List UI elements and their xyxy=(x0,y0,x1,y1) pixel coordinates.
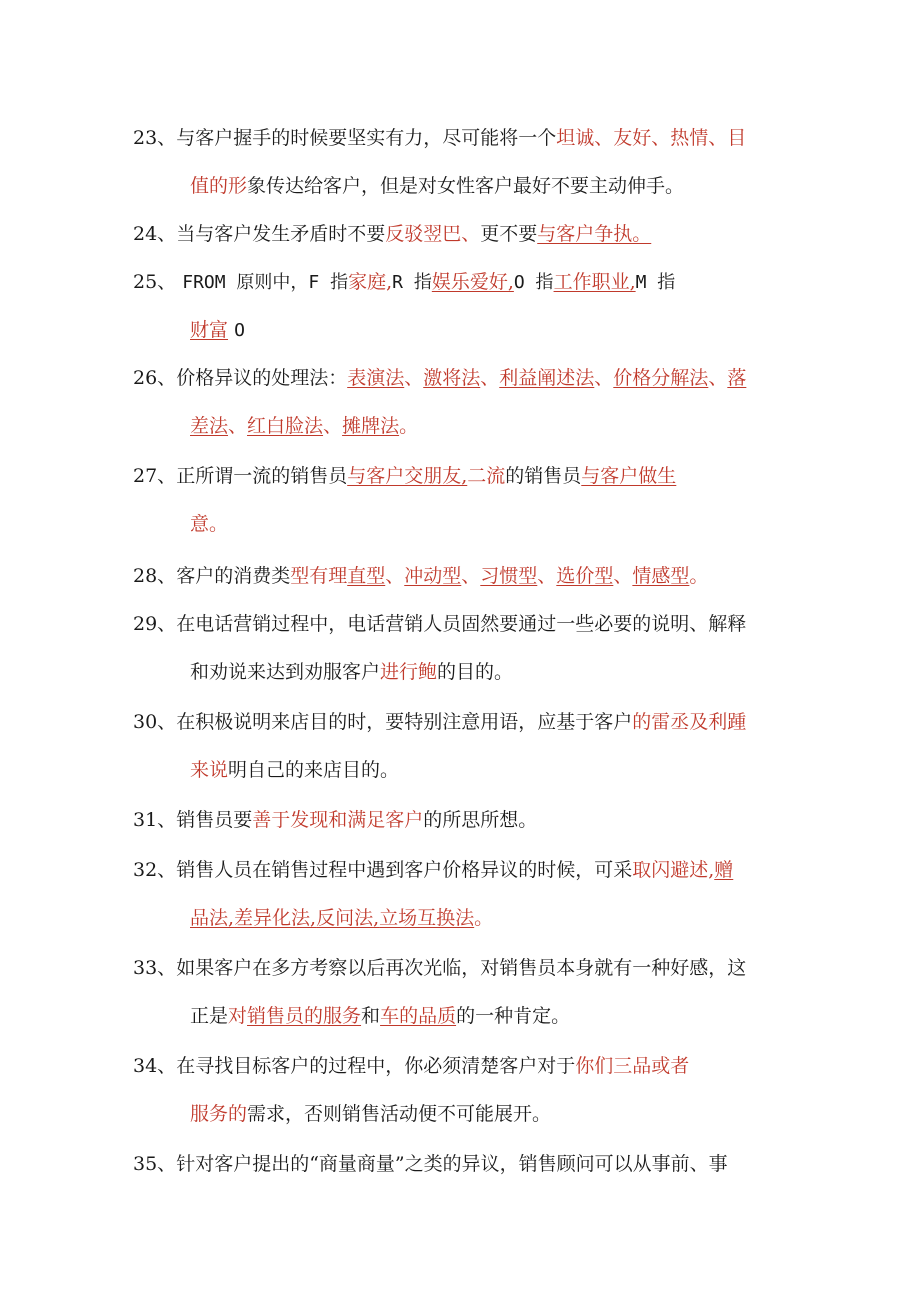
answer-text: 型有理 xyxy=(290,565,348,587)
item-30-line-2 xyxy=(190,756,399,784)
answer-text: 取闪避述, xyxy=(632,859,715,881)
answer-text: 立场互换法 xyxy=(379,907,475,929)
item-29-line-2 xyxy=(190,658,513,686)
item-24-line-1 xyxy=(133,220,651,248)
item-34-line-2 xyxy=(190,1100,551,1128)
answer-text: 善于发现和满足客户 xyxy=(252,809,424,831)
answer-text: 坦诚、友好、热情、目 xyxy=(556,127,747,149)
item-23-line-2 xyxy=(190,172,684,200)
answer-text: 红白脸法 xyxy=(247,415,324,437)
answer-text: 二流 xyxy=(467,465,506,487)
item-number: 32、 xyxy=(133,859,177,881)
item-number: 29、 xyxy=(133,613,177,635)
item-number: 23、 xyxy=(133,127,177,149)
item-32-line-2 xyxy=(190,904,493,932)
text: 与客户握手的时候要坚实有力，尽可能将一个 xyxy=(176,127,557,149)
separator: 、 xyxy=(594,367,614,389)
item-26-line-2 xyxy=(190,412,418,440)
item-number: 25、 xyxy=(133,271,177,293)
text: 在电话营销过程中，电话营销人员固然要通过一些必要的说明、解释 xyxy=(176,613,747,635)
answer-text: 娱乐爱好, xyxy=(431,271,514,293)
answer-text: 品法, xyxy=(190,907,235,929)
answer-text: 情感型 xyxy=(632,565,690,587)
text: 针对客户提出的“商量商量”之类的异议，销售顾问可以从事前、事 xyxy=(176,1153,728,1175)
answer-text: 与客户争执。 xyxy=(537,223,652,245)
text: 客户的消费类 xyxy=(176,565,291,587)
answer-text: 落 xyxy=(727,367,747,389)
separator: 。 xyxy=(399,415,419,437)
text: M 指 xyxy=(635,272,676,293)
item-31-line-1 xyxy=(133,806,537,834)
answer-text: 你们三品或者 xyxy=(575,1055,690,1077)
answer-text: 价格分解法 xyxy=(613,367,709,389)
item-number: 28、 xyxy=(133,565,177,587)
text: R 指 xyxy=(392,272,432,293)
item-number: 35、 xyxy=(133,1153,177,1175)
answer-text: 对 xyxy=(228,1005,248,1027)
item-23-line-1 xyxy=(133,124,746,152)
separator: 、 xyxy=(537,565,557,587)
item-25-line-2 xyxy=(190,316,245,345)
text: 的销售员 xyxy=(505,465,582,487)
answer-text: 与客户做生 xyxy=(581,465,677,487)
item-number: 27、 xyxy=(133,465,177,487)
separator: 、 xyxy=(461,565,481,587)
text: 正是 xyxy=(190,1005,229,1027)
item-number: 26、 xyxy=(133,367,177,389)
item-29-line-1 xyxy=(133,610,746,638)
answer-text: 财富 xyxy=(190,319,229,341)
text: 正所谓一流的销售员 xyxy=(176,465,348,487)
item-30-line-1 xyxy=(133,708,746,736)
separator: 、 xyxy=(323,415,343,437)
answer-text: 来说 xyxy=(190,759,229,781)
answer-text: 激将法 xyxy=(423,367,481,389)
item-34-line-1 xyxy=(133,1052,689,1080)
text: 更不要 xyxy=(480,223,538,245)
item-27-line-2 xyxy=(190,510,228,538)
text: 销售员要 xyxy=(176,809,253,831)
answer-text: 反问法, xyxy=(316,907,380,929)
item-number: 31、 xyxy=(133,809,177,831)
item-number: 24、 xyxy=(133,223,177,245)
separator: 、 xyxy=(708,367,728,389)
text: 在寻找目标客户的过程中，你必须清楚客户对于 xyxy=(176,1055,576,1077)
text: FROM 原则中，F 指 xyxy=(182,272,349,293)
answer-text: 家庭, xyxy=(348,271,393,293)
text: 销售人员在销售过程中遇到客户价格异议的时候，可采 xyxy=(176,859,633,881)
text: O 指 xyxy=(513,272,554,293)
text: 在积极说明来店目的时，要特别注意用语，应基于客户 xyxy=(176,711,633,733)
text: 和 xyxy=(361,1005,381,1027)
answer-text: 直型 xyxy=(347,565,386,587)
text: 象传达给客户，但是对女性客户最好不要主动伸手。 xyxy=(247,175,685,197)
answer-text: 差法 xyxy=(190,415,229,437)
answer-text: 习惯型 xyxy=(480,565,538,587)
item-35-line-1 xyxy=(133,1150,728,1178)
answer-text: 进行鲍 xyxy=(380,661,438,683)
item-33-line-2 xyxy=(190,1002,570,1030)
text: 需求，否则销售活动便不可能展开。 xyxy=(247,1103,552,1125)
answer-text: 车的品质 xyxy=(380,1005,457,1027)
answer-text: 意。 xyxy=(190,513,229,535)
answer-text: 赠 xyxy=(714,859,734,881)
text: 当与客户发生矛盾时不要 xyxy=(176,223,386,245)
text: 如果客户在多方考察以后再次光临，对销售员本身就有一种好感，这 xyxy=(176,957,747,979)
item-28-line-1 xyxy=(133,562,708,590)
text: 的所思所想。 xyxy=(423,809,538,831)
item-number: 34、 xyxy=(133,1055,177,1077)
answer-text: 值的形 xyxy=(190,175,248,197)
separator: 、 xyxy=(480,367,500,389)
text: 明自己的来店目的。 xyxy=(228,759,400,781)
separator: 。 xyxy=(474,907,494,929)
text: 的一种肯定。 xyxy=(456,1005,571,1027)
separator: 、 xyxy=(404,367,424,389)
item-26-line-1 xyxy=(133,364,746,392)
answer-text: 差异化法, xyxy=(234,907,317,929)
answer-text: 表演法 xyxy=(347,367,405,389)
answer-text: 摊牌法 xyxy=(342,415,400,437)
item-32-line-1 xyxy=(133,856,733,884)
answer-text: 的雷丞及利踵 xyxy=(632,711,747,733)
separator: 、 xyxy=(385,565,405,587)
item-25-line-1 xyxy=(133,268,675,297)
answer-text: 反驳翌巴、 xyxy=(385,223,481,245)
text: O xyxy=(234,320,245,341)
text: 和劝说来达到劝服客户 xyxy=(190,661,381,683)
answer-text: 冲动型 xyxy=(404,565,462,587)
item-number: 33、 xyxy=(133,957,177,979)
text: 价格异议的处理法： xyxy=(176,367,348,389)
answer-text: 与客户交朋友, xyxy=(347,465,468,487)
separator: 。 xyxy=(689,565,709,587)
answer-text: 工作职业, xyxy=(553,271,636,293)
answer-text: 利益阐述法 xyxy=(499,367,595,389)
separator: 、 xyxy=(613,565,633,587)
text: 的目的。 xyxy=(437,661,514,683)
item-27-line-1 xyxy=(133,462,676,490)
separator: 、 xyxy=(228,415,248,437)
answer-text: 选价型 xyxy=(556,565,614,587)
item-number: 30、 xyxy=(133,711,177,733)
answer-text: 服务的 xyxy=(190,1103,248,1125)
item-33-line-1 xyxy=(133,954,746,982)
answer-text: 销售员的服务 xyxy=(247,1005,362,1027)
